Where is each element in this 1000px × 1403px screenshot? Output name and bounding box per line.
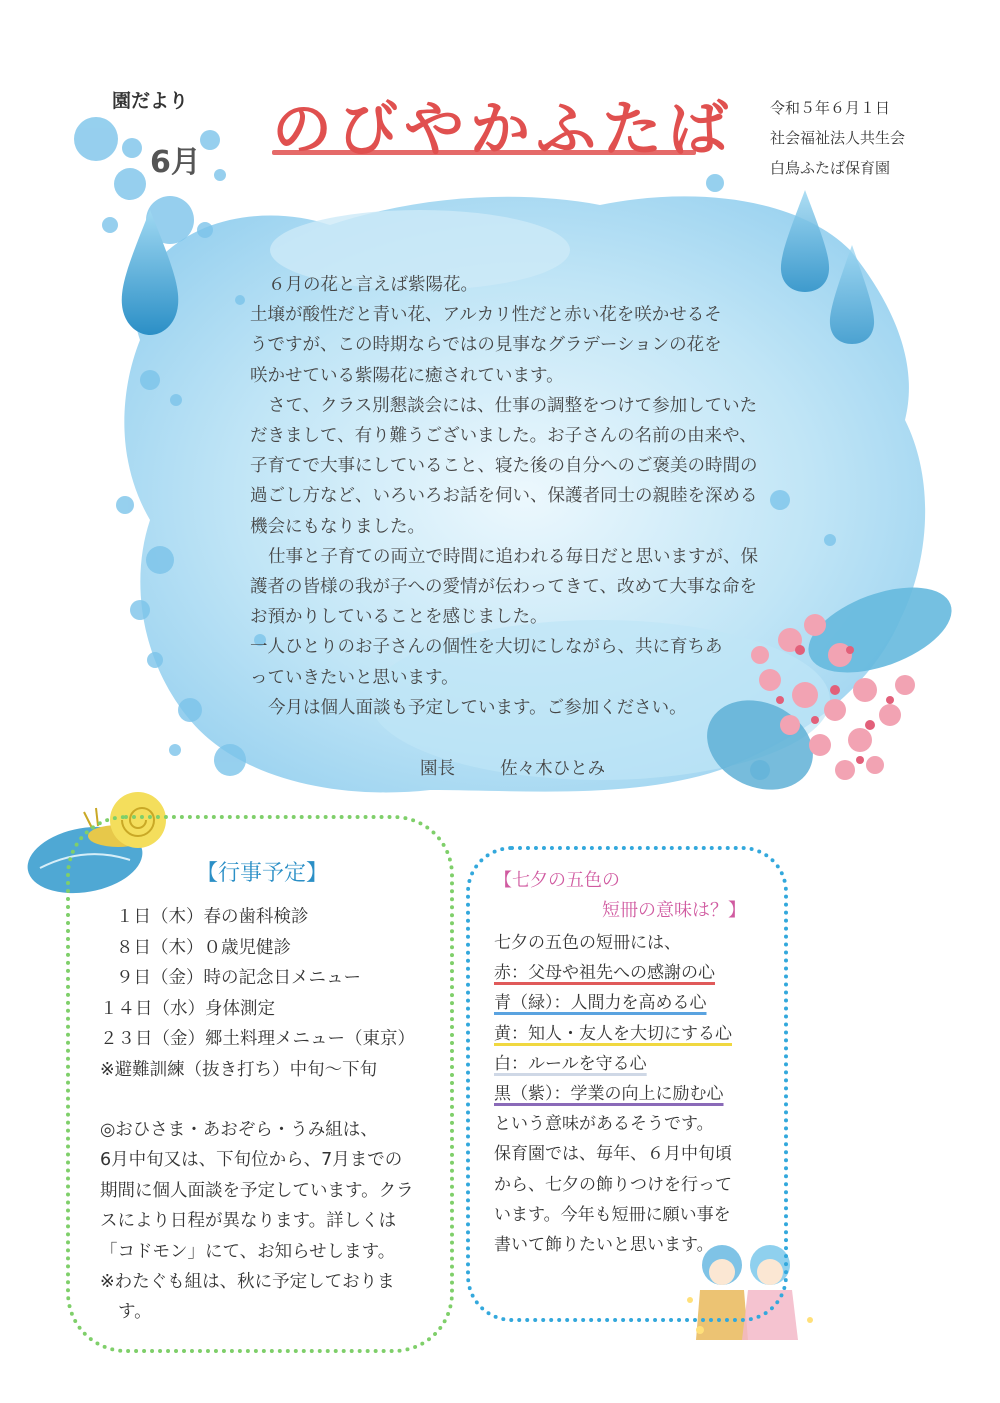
tanabata-color-red (494, 958, 774, 988)
event-item: １日（木）春の歯科検診 (116, 907, 309, 927)
tanabata-outro: います。今年も短冊に願い事を (494, 1204, 731, 1225)
message-line: さて、クラス別懇談会には、仕事の調整をつけて参加していた (268, 395, 758, 416)
event-item: １４日（水）身体測定 (100, 998, 275, 1019)
newsletter-label: 園だより (112, 90, 189, 112)
event-item: ９日（金）時の記念日メニュー (116, 968, 361, 989)
signature-role: 園長 (420, 759, 455, 779)
event-item: ※避難訓練（抜き打ち）中旬～下旬 (100, 1059, 378, 1080)
message-line: 一人ひとりのお子さんの個性を大切にしながら、共に育ちあ (250, 637, 723, 658)
signature (420, 755, 605, 780)
tanabata-color-yellow (494, 1019, 774, 1049)
page-title: のびやかふたば (272, 95, 734, 165)
message-line: 子育てで大事にしていること、寝た後の自分へのご褒美の時間の (250, 456, 758, 477)
note-line: す。 (118, 1302, 152, 1323)
message-line: ６月の花と言えば紫陽花。 (268, 275, 478, 295)
color-meaning: 黒（紫）：学業の向上に励む心 (494, 1084, 724, 1105)
note-line: ※わたぐも組は、秋に予定しておりま (100, 1272, 395, 1293)
month-label: 6月 (150, 145, 201, 180)
event-item: ２３日（金）郷土料理メニュー（東京） (100, 1029, 415, 1050)
events-title: 【行事予定】 (196, 861, 329, 886)
tanabata-color-blue (494, 988, 774, 1018)
note-line: スにより日程が異なります。詳しくは (100, 1211, 397, 1232)
tanabata-outro: から、七夕の飾りつけを行って (494, 1174, 732, 1195)
message-line: うですが、この時期ならではの見事なグラデーションの花を (250, 335, 722, 356)
tanabata-outro: という意味があるそうです。 (494, 1114, 714, 1135)
tanabata-text (494, 928, 774, 1260)
message-line: 咲かせている紫陽花に癒されています。 (250, 365, 564, 386)
note-line: 期間に個人面談を予定しています。クラ (100, 1180, 414, 1201)
message-line: 機会にもなりました。 (250, 516, 425, 537)
message-line: 土壌が酸性だと青い花、アルカリ性だと赤い花を咲かせるそ (250, 305, 722, 326)
issuer-block (770, 93, 905, 183)
interview-note (100, 1115, 440, 1328)
color-meaning: 白：ルールを守る心 (494, 1053, 647, 1074)
message-line: だきまして、有り難うございました。お子さんの名前の由来や、 (250, 426, 757, 447)
tanabata-outro: 書いて飾りたいと思います。 (494, 1235, 714, 1256)
event-item: ８日（木）０歳児健診 (116, 937, 291, 958)
tanabata-color-white (494, 1049, 774, 1079)
note-line: 「コドモン」にて、お知らせします。 (100, 1241, 396, 1262)
tanabata-title-line2: 短冊の意味は？】 (602, 900, 746, 921)
message-line: 過ごし方など、いろいろお話を伺い、保護者同士の親睦を深める (250, 486, 758, 507)
message-line: 仕事と子育ての両立で時間に追われる毎日だと思いますが、保 (268, 546, 758, 567)
tanabata-intro: 七夕の五色の短冊には、 (494, 933, 681, 953)
note-line: 6月中旬又は、下旬位から、7月までの (100, 1150, 403, 1171)
issue-date: 令和５年６月１日 (770, 99, 891, 117)
tanabata-outro: 保育園では、毎年、６月中旬頃 (494, 1144, 732, 1165)
events-list (100, 902, 440, 1086)
message-line: お預かりしていることを感じました。 (250, 607, 548, 628)
color-meaning: 青（緑）：人間力を高める心 (494, 993, 707, 1014)
message-line: 今月は個人面談も予定しています。ご参加ください。 (268, 697, 687, 718)
message-line: っていきたいと思います。 (250, 667, 459, 688)
signature-name: 佐々木ひとみ (500, 759, 606, 779)
color-meaning: 赤：父母や祖先への感謝の心 (494, 963, 715, 984)
organization-name: 社会福祉法人共生会 (770, 129, 906, 147)
message-line: 護者の皆様の我が子への愛情が伝わってきて、改めて大事な命を (250, 577, 757, 598)
note-line: ◎おひさま・あおぞら・うみ組は、 (100, 1120, 378, 1140)
tanabata-color-purple (494, 1079, 774, 1109)
color-meaning: 黄：知人・友人を大切にする心 (494, 1023, 732, 1044)
tanabata-title (494, 866, 764, 926)
tanabata-title-line1: 【七夕の五色の (494, 870, 620, 891)
principal-message (250, 270, 810, 723)
school-name: 白鳥ふたば保育園 (770, 159, 891, 177)
